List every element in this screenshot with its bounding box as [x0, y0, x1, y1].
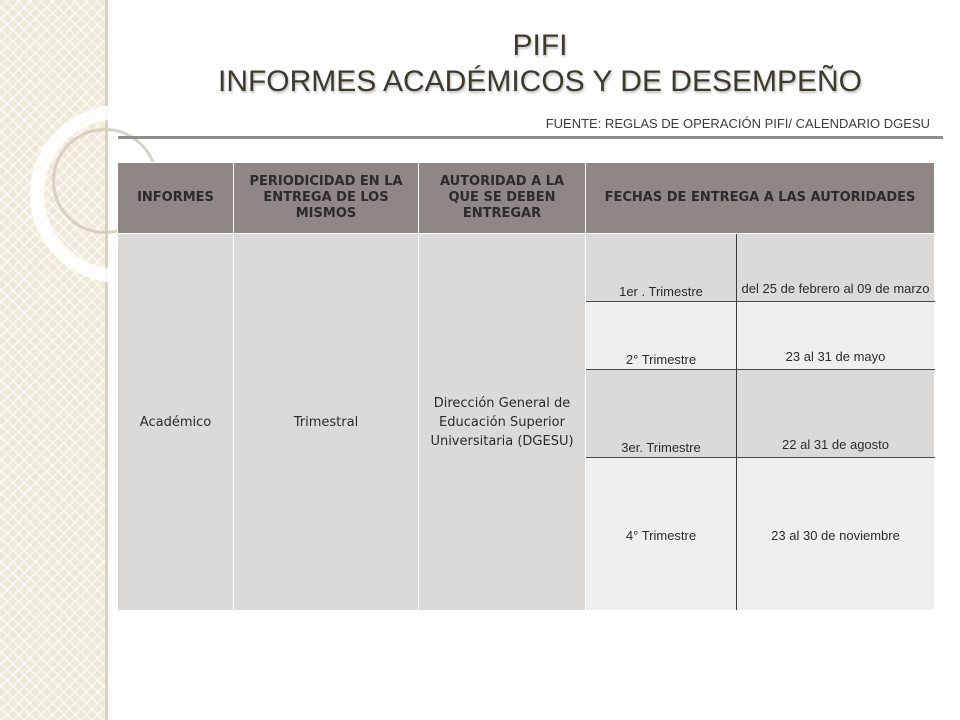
- header-informes: INFORMES: [118, 163, 234, 234]
- table-header-row: [118, 163, 935, 234]
- table-row: [118, 234, 935, 302]
- cell-dates: 23 al 30 de noviembre: [737, 458, 935, 611]
- cell-dates: 23 al 31 de mayo: [737, 302, 935, 370]
- source-divider: [118, 136, 943, 139]
- cell-period: 3er. Trimestre: [586, 370, 737, 458]
- header-periodicidad: PERIODICIDAD EN LA ENTREGA DE LOS MISMOS: [234, 163, 419, 234]
- page-subtitle: INFORMES ACADÉMICOS Y DE DESEMPEÑO: [217, 65, 863, 98]
- cell-period: 2° Trimestre: [586, 302, 737, 370]
- header-fechas: FECHAS DE ENTREGA A LAS AUTORIDADES: [586, 163, 935, 234]
- cell-dates: 22 al 31 de agosto: [737, 370, 935, 458]
- header-autoridad: AUTORIDAD A LA QUE SE DEBEN ENTREGAR: [419, 163, 586, 234]
- reports-table: [117, 162, 935, 611]
- cell-informe: Académico: [118, 234, 234, 611]
- cell-dates: del 25 de febrero al 09 de marzo: [737, 234, 935, 302]
- decorative-side-pattern: [0, 0, 105, 720]
- page-title: PIFI: [512, 29, 568, 62]
- cell-periodicidad: Trimestral: [234, 234, 419, 611]
- source-note: FUENTE: REGLAS DE OPERACIÓN PIFI/ CALENDARIO DGESU: [545, 116, 930, 131]
- cell-autoridad: Dirección General de Educación Superior Universitaria (DGESU): [419, 234, 586, 611]
- cell-period: 4° Trimestre: [586, 458, 737, 611]
- cell-period: 1er . Trimestre: [586, 234, 737, 302]
